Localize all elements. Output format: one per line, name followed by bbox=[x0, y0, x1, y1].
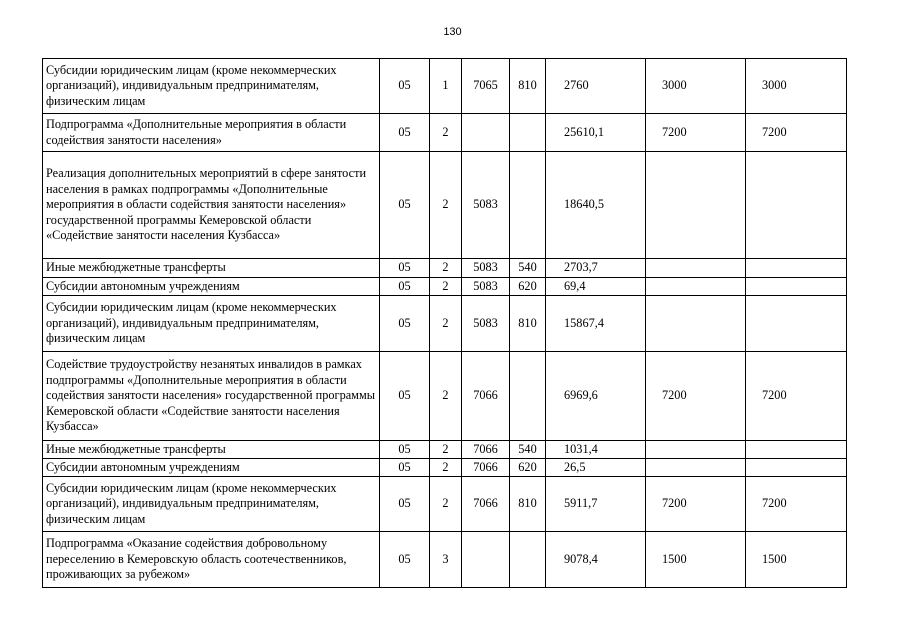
section-code: 05 bbox=[380, 278, 430, 296]
amount-year-3 bbox=[746, 259, 847, 278]
amount-year-3: 1500 bbox=[746, 532, 847, 588]
amount-year-3 bbox=[746, 459, 847, 477]
amount-year-2 bbox=[646, 459, 746, 477]
amount-year-2 bbox=[646, 278, 746, 296]
section-code: 05 bbox=[380, 114, 430, 152]
budget-table bbox=[42, 58, 847, 588]
amount-year-1: 6969,6 bbox=[546, 352, 646, 441]
target-code: 7066 bbox=[462, 352, 510, 441]
target-code: 5083 bbox=[462, 152, 510, 259]
row-name: Субсидии автономным учреждениям bbox=[43, 459, 380, 477]
table-row bbox=[43, 278, 847, 296]
table-row bbox=[43, 441, 847, 459]
target-code: 7065 bbox=[462, 59, 510, 114]
section-code: 05 bbox=[380, 296, 430, 352]
amount-year-2: 3000 bbox=[646, 59, 746, 114]
amount-year-1: 2703,7 bbox=[546, 259, 646, 278]
amount-year-3 bbox=[746, 441, 847, 459]
table-row bbox=[43, 532, 847, 588]
expense-type-code bbox=[510, 152, 546, 259]
section-code: 05 bbox=[380, 59, 430, 114]
expense-type-code: 620 bbox=[510, 278, 546, 296]
row-name: Реализация дополнительных мероприятий в сфере занятости населения в рамках подпрограммы «Дополнительные мероприятия в области содействия занятости населения» государственной программы Кемеровской области «Содействие занятости населения Кузбасса» bbox=[43, 152, 380, 259]
amount-year-1: 15867,4 bbox=[546, 296, 646, 352]
amount-year-1: 25610,1 bbox=[546, 114, 646, 152]
amount-year-1: 1031,4 bbox=[546, 441, 646, 459]
subprogram-code: 2 bbox=[430, 259, 462, 278]
expense-type-code: 540 bbox=[510, 441, 546, 459]
amount-year-3 bbox=[746, 278, 847, 296]
section-code: 05 bbox=[380, 352, 430, 441]
target-code: 7066 bbox=[462, 477, 510, 532]
amount-year-2 bbox=[646, 259, 746, 278]
target-code: 7066 bbox=[462, 459, 510, 477]
subprogram-code: 2 bbox=[430, 441, 462, 459]
subprogram-code: 3 bbox=[430, 532, 462, 588]
amount-year-2: 7200 bbox=[646, 352, 746, 441]
amount-year-1: 18640,5 bbox=[546, 152, 646, 259]
subprogram-code: 2 bbox=[430, 459, 462, 477]
amount-year-2 bbox=[646, 152, 746, 259]
subprogram-code: 2 bbox=[430, 296, 462, 352]
row-name: Иные межбюджетные трансферты bbox=[43, 259, 380, 278]
subprogram-code: 2 bbox=[430, 352, 462, 441]
subprogram-code: 1 bbox=[430, 59, 462, 114]
amount-year-3: 7200 bbox=[746, 477, 847, 532]
amount-year-2: 7200 bbox=[646, 477, 746, 532]
section-code: 05 bbox=[380, 532, 430, 588]
expense-type-code: 540 bbox=[510, 259, 546, 278]
target-code bbox=[462, 114, 510, 152]
expense-type-code: 810 bbox=[510, 296, 546, 352]
subprogram-code: 2 bbox=[430, 152, 462, 259]
subprogram-code: 2 bbox=[430, 114, 462, 152]
table-row bbox=[43, 296, 847, 352]
section-code: 05 bbox=[380, 477, 430, 532]
section-code: 05 bbox=[380, 459, 430, 477]
table-row bbox=[43, 477, 847, 532]
table-row bbox=[43, 59, 847, 114]
table-row bbox=[43, 259, 847, 278]
row-name: Иные межбюджетные трансферты bbox=[43, 441, 380, 459]
table-row bbox=[43, 352, 847, 441]
section-code: 05 bbox=[380, 259, 430, 278]
amount-year-3 bbox=[746, 296, 847, 352]
amount-year-3: 3000 bbox=[746, 59, 847, 114]
amount-year-1: 2760 bbox=[546, 59, 646, 114]
table-row bbox=[43, 114, 847, 152]
row-name: Субсидии юридическим лицам (кроме некоммерческих организаций), индивидуальным предпринимателям, физическим лицам bbox=[43, 477, 380, 532]
amount-year-2 bbox=[646, 441, 746, 459]
target-code bbox=[462, 532, 510, 588]
target-code: 5083 bbox=[462, 259, 510, 278]
amount-year-2 bbox=[646, 296, 746, 352]
amount-year-2: 7200 bbox=[646, 114, 746, 152]
row-name: Подпрограмма «Оказание содействия добровольному переселению в Кемеровскую область соотечественников, проживающих за рубежом» bbox=[43, 532, 380, 588]
amount-year-1: 5911,7 bbox=[546, 477, 646, 532]
row-name: Субсидии автономным учреждениям bbox=[43, 278, 380, 296]
target-code: 5083 bbox=[462, 296, 510, 352]
amount-year-3: 7200 bbox=[746, 114, 847, 152]
expense-type-code bbox=[510, 352, 546, 441]
row-name: Содействие трудоустройству незанятых инвалидов в рамках подпрограммы «Дополнительные мероприятия в области содействия занятости населения» государственной программы Кемеровской области «Содействие занятости населения Кузбасса» bbox=[43, 352, 380, 441]
amount-year-3: 7200 bbox=[746, 352, 847, 441]
amount-year-1: 26,5 bbox=[546, 459, 646, 477]
expense-type-code: 810 bbox=[510, 477, 546, 532]
expense-type-code bbox=[510, 114, 546, 152]
target-code: 7066 bbox=[462, 441, 510, 459]
amount-year-1: 69,4 bbox=[546, 278, 646, 296]
expense-type-code bbox=[510, 532, 546, 588]
expense-type-code: 620 bbox=[510, 459, 546, 477]
section-code: 05 bbox=[380, 152, 430, 259]
subprogram-code: 2 bbox=[430, 278, 462, 296]
section-code: 05 bbox=[380, 441, 430, 459]
table-row bbox=[43, 459, 847, 477]
table-row bbox=[43, 152, 847, 259]
amount-year-3 bbox=[746, 152, 847, 259]
row-name: Субсидии юридическим лицам (кроме некоммерческих организаций), индивидуальным предпринимателям, физическим лицам bbox=[43, 59, 380, 114]
row-name: Субсидии юридическим лицам (кроме некоммерческих организаций), индивидуальным предпринимателям, физическим лицам bbox=[43, 296, 380, 352]
target-code: 5083 bbox=[462, 278, 510, 296]
page-number: 130 bbox=[443, 26, 462, 38]
amount-year-1: 9078,4 bbox=[546, 532, 646, 588]
row-name: Подпрограмма «Дополнительные мероприятия в области содействия занятости населения» bbox=[43, 114, 380, 152]
amount-year-2: 1500 bbox=[646, 532, 746, 588]
subprogram-code: 2 bbox=[430, 477, 462, 532]
expense-type-code: 810 bbox=[510, 59, 546, 114]
